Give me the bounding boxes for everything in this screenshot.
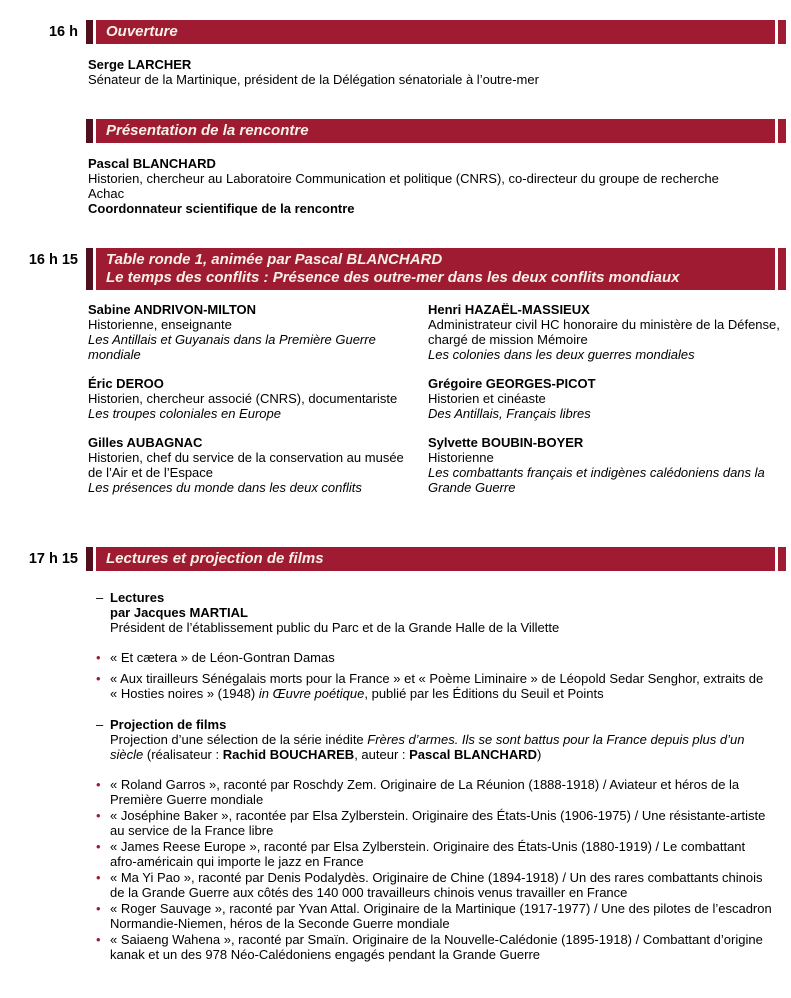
banner-title: Lectures et projection de films (106, 550, 324, 567)
lectures-list (88, 650, 785, 701)
speaker-name: Gilles AUBAGNAC (88, 435, 203, 450)
text-run: ) (537, 747, 542, 762)
list-item (88, 932, 785, 962)
projection-heading-text (110, 717, 772, 762)
speaker-name: Serge LARCHER (88, 57, 192, 72)
banner-right-tab (778, 119, 786, 143)
speaker-name: Pascal BLANCHARD (88, 156, 216, 171)
table-ronde-columns (88, 302, 791, 509)
speaker-block (428, 376, 780, 421)
block-title: Lectures (110, 590, 165, 605)
session-header-ouverture (0, 20, 791, 44)
bullet-icon: • (96, 901, 101, 916)
banner-title-line1: Table ronde 1, animée par Pascal BLANCHARD (106, 251, 443, 268)
text-run: « James Reese Europe », raconté par Elsa Zylberstein. Originaire des États-Unis (1880-1919) / Le combattant afro-américain qui importe le jazz en France (110, 839, 746, 869)
banner-right-tab (778, 248, 786, 290)
session-header-presentation (0, 119, 791, 143)
banner-left-tab (86, 20, 93, 44)
banner-table-ronde (86, 248, 786, 290)
banner-left-tab (86, 248, 93, 290)
ouverture-content (88, 57, 785, 87)
speaker-role: Sénateur de la Martinique, président de la Délégation sénatoriale à l’outre-mer (88, 72, 539, 87)
banner-lectures (86, 547, 786, 571)
lectures-heading-text (110, 590, 772, 635)
banner-title-line2: Le temps des conflits : Présence des outre-mer dans les deux conflits mondiaux (106, 269, 680, 286)
speaker-role: Historien, chercheur au Laboratoire Communication et politique (CNRS), co-directeur du groupe de recherche Achac (88, 171, 719, 201)
list-item (88, 839, 785, 869)
session-header-table-ronde (0, 248, 791, 290)
bullet-icon: • (96, 932, 101, 947)
text-run: Rachid BOUCHAREB (222, 747, 355, 762)
time-label-16h15: 16 h 15 (28, 252, 78, 268)
text-run: « Roger Sauvage », raconté par Yvan Attal. Originaire de la Martinique (1917-1977) / Une des pilotes de l’escadron Normandie-Niemen, héros de la Seconde Guerre mondiale (110, 901, 772, 931)
list-item-text (110, 808, 772, 838)
banner-title: Ouverture (106, 23, 178, 40)
time-label-16h: 16 h (48, 24, 78, 40)
list-item (88, 671, 785, 701)
lectures-by-line (110, 605, 772, 620)
speaker-name: Sylvette BOUBIN-BOYER (428, 435, 584, 450)
text-run: Frères d’armes. Ils se sont battus pour la France depuis plus d’un siècle (110, 732, 745, 762)
bullet-icon: • (96, 839, 101, 854)
speaker-name: Grégoire GEORGES-PICOT (428, 376, 596, 391)
list-item-text (110, 839, 772, 869)
banner-left-tab (86, 119, 93, 143)
text-run: « Joséphine Baker », racontée par Elsa Zylberstein. Originaire des États-Unis (1906-1975) / Une résistante-artiste au service de la France libre (110, 808, 766, 838)
talk-title: Les Antillais et Guyanais dans la Première Guerre mondiale (88, 332, 376, 362)
speaker-role: Historienne, enseignante (88, 317, 232, 332)
speaker-role: Administrateur civil HC honoraire du ministère de la Défense, chargé de mission Mémoire (428, 317, 780, 347)
speaker-name: Sabine ANDRIVON-MILTON (88, 302, 257, 317)
banner-presentation (86, 119, 786, 143)
banner-ouverture (86, 20, 786, 44)
talk-title: Les colonies dans les deux guerres mondiales (428, 347, 695, 362)
list-item-text (110, 932, 772, 962)
text-run: , publié par les Éditions du Seuil et Points (364, 686, 604, 701)
list-item (88, 901, 785, 931)
text-run: « Ma Yi Pao », raconté par Denis Podalydès. Originaire de Chine (1894-1918) / Un des rares combattants chinois de la Grande Guerre aux côtés des 140 000 travailleurs chinois venus travailler en France (110, 870, 763, 900)
projection-heading (88, 717, 785, 762)
talk-title: Les troupes coloniales en Europe (88, 406, 281, 421)
speaker-name: Éric DEROO (88, 376, 164, 391)
talk-title: Les combattants français et indigènes calédoniens dans la Grande Guerre (428, 465, 765, 495)
speaker-role: Historien et cinéaste (428, 391, 546, 406)
bullet-icon: • (96, 808, 101, 823)
banner-bar (96, 119, 775, 143)
text-run: (réalisateur : (143, 747, 223, 762)
banner-bar (96, 547, 775, 571)
bullet-icon: • (96, 671, 101, 686)
text-run: , auteur : (354, 747, 410, 762)
block-title: Projection de films (110, 717, 227, 732)
banner-title: Présentation de la rencontre (106, 122, 309, 139)
talk-title: Des Antillais, Français libres (428, 406, 591, 421)
banner-left-tab (86, 547, 93, 571)
text-run: Projection d’une sélection de la série inédite (110, 732, 368, 747)
speakers-column-right (428, 302, 780, 509)
text-run: in Œuvre poétique (258, 686, 365, 701)
speaker-block (88, 302, 420, 362)
speaker-role-secondary: Coordonnateur scientifique de la rencontre (88, 201, 355, 216)
speaker-role: Historien, chercheur associé (CNRS), documentariste (88, 391, 398, 406)
speaker-block (88, 435, 420, 495)
banner-right-tab (778, 547, 786, 571)
bullet-icon: • (96, 777, 101, 792)
text-run: « Saiaeng Wahena », raconté par Smaïn. Originaire de la Nouvelle-Calédonie (1895-1918) / Combattant d’origine kanak et un des 978 Néo-Calédoniens engagés pendant la Grande Guerre (110, 932, 763, 962)
talk-title: Les présences du monde dans les deux conflits (88, 480, 362, 495)
list-item-text (110, 777, 772, 807)
time-label-empty (0, 119, 78, 122)
text-run: « Roland Garros », raconté par Roschdy Zem. Originaire de La Réunion (1888-1918) / Aviateur et héros de la Première Guerre mondiale (110, 777, 740, 807)
list-item-text (110, 870, 772, 900)
lectures-role-line (110, 620, 772, 635)
list-item-text (110, 671, 772, 701)
speakers-column-left (88, 302, 420, 509)
list-item (88, 650, 785, 665)
presentation-content (88, 156, 785, 216)
list-item-text (110, 901, 772, 931)
bullet-icon: • (96, 870, 101, 885)
time-label-17h15: 17 h 15 (28, 551, 78, 567)
projection-description (110, 732, 772, 762)
banner-bar (96, 248, 775, 290)
speaker-role: Historienne (428, 450, 494, 465)
bullet-icon: • (96, 650, 101, 665)
speaker-block (88, 376, 420, 421)
speaker-block (428, 435, 780, 495)
speaker-role: Historien, chef du service de la conservation au musée de l’Air et de l’Espace (88, 450, 404, 480)
lectures-content (88, 590, 785, 962)
list-item (88, 808, 785, 838)
session-header-lectures (0, 547, 791, 571)
films-list (88, 777, 785, 962)
speaker-block (428, 302, 780, 362)
lectures-heading (88, 590, 785, 635)
text-run: « Et cætera » de Léon-Gontran Damas (110, 650, 335, 665)
text-run: par Jacques MARTIAL (110, 605, 248, 620)
list-item-text (110, 650, 772, 665)
dash-icon: – (96, 590, 104, 605)
banner-bar (96, 20, 775, 44)
dash-icon: – (96, 717, 104, 732)
list-item (88, 870, 785, 900)
text-run: Pascal BLANCHARD (409, 747, 537, 762)
text-run: Président de l’établissement public du Parc et de la Grande Halle de la Villette (110, 620, 560, 635)
list-item (88, 777, 785, 807)
speaker-name: Henri HAZAËL-MASSIEUX (428, 302, 590, 317)
text-run: « Aux tirailleurs Sénégalais morts pour la France » et « Poème Liminaire » de Léopold Sedar Senghor, extraits de « Hosties noires » (1948) (110, 671, 764, 701)
banner-right-tab (778, 20, 786, 44)
